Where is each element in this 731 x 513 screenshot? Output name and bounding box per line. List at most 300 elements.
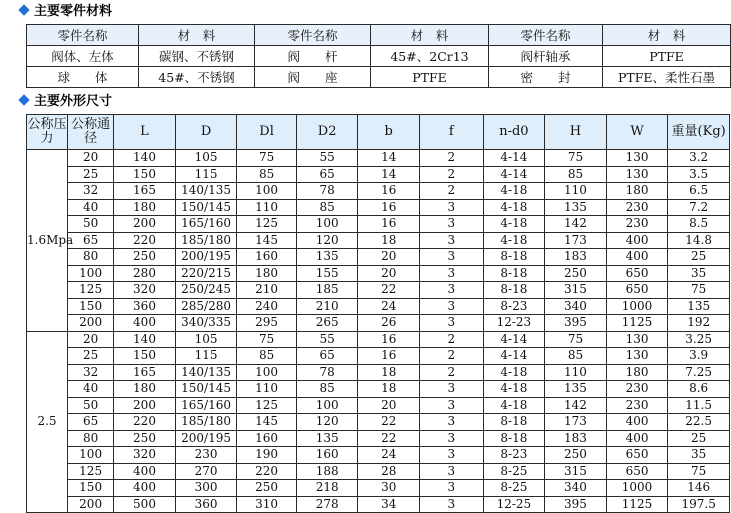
dimension-cell: 3: [419, 265, 483, 282]
dimension-cell: 80: [68, 249, 114, 266]
dimension-cell: 3: [419, 463, 483, 480]
dimension-cell: 55: [296, 331, 358, 348]
dimension-cell: 30: [358, 480, 420, 497]
dimension-cell: 173: [545, 414, 607, 431]
dimension-row: [27, 397, 730, 414]
dimension-cell: 250/245: [175, 282, 237, 299]
dimension-cell: 85: [237, 348, 297, 365]
dimension-cell: 75: [545, 331, 607, 348]
dimension-row: [27, 298, 730, 315]
dimension-cell: 65: [68, 414, 114, 431]
dimension-cell: 2: [419, 183, 483, 200]
dimension-cell: 14.8: [668, 232, 730, 249]
dimension-cell: 250: [114, 430, 176, 447]
dimension-cell: 65: [68, 232, 114, 249]
dimension-cell: 3: [419, 381, 483, 398]
dimension-cell: 110: [545, 183, 607, 200]
dimension-cell: 75: [668, 282, 730, 299]
dimension-cell: 26: [358, 315, 420, 332]
dimension-cell: 400: [606, 414, 668, 431]
dimension-cell: 4-14: [483, 348, 545, 365]
dimension-cell: 3: [419, 315, 483, 332]
dimension-cell: 3.5: [668, 166, 730, 183]
dimension-cell: 55: [296, 150, 358, 167]
dimension-cell: 250: [545, 265, 607, 282]
dimension-cell: 32: [68, 183, 114, 200]
dimension-cell: 3: [419, 397, 483, 414]
dimension-cell: 140: [114, 331, 176, 348]
dimension-cell: 20: [68, 150, 114, 167]
dimension-cell: 18: [358, 364, 420, 381]
material-header-cell: 材 料: [603, 25, 731, 46]
dimension-cell: 100: [237, 364, 297, 381]
dimension-cell: 65: [296, 348, 358, 365]
dimension-cell: 14: [358, 166, 420, 183]
dimension-cell: 20: [358, 249, 420, 266]
dimension-cell: 395: [545, 315, 607, 332]
dimension-cell: 78: [296, 364, 358, 381]
dimension-cell: 115: [175, 348, 237, 365]
dimension-cell: 180: [114, 381, 176, 398]
dimension-row: [27, 430, 730, 447]
dimension-cell: 400: [114, 463, 176, 480]
dimension-cell: 7.25: [668, 364, 730, 381]
dimension-cell: 250: [237, 480, 297, 497]
dimension-cell: 160: [296, 447, 358, 464]
dimension-cell: 25: [668, 249, 730, 266]
header-D1: Dl: [237, 115, 297, 150]
dimension-row: [27, 496, 730, 513]
header-W: W: [606, 115, 668, 150]
dimension-cell: 125: [68, 282, 114, 299]
dimension-cell: 130: [606, 166, 668, 183]
materials-section-title: 主要零件材料: [18, 3, 112, 21]
dimension-cell: 650: [606, 463, 668, 480]
dimension-cell: 180: [606, 364, 668, 381]
dimension-cell: 125: [237, 397, 297, 414]
dimension-cell: 400: [606, 232, 668, 249]
material-cell: 碳钢、不锈钢: [139, 46, 255, 67]
dimension-cell: 3: [419, 298, 483, 315]
header-nd0: n-d0: [483, 115, 545, 150]
dimension-cell: 250: [114, 249, 176, 266]
dimension-cell: 185/180: [175, 232, 237, 249]
dimension-cell: 340: [545, 298, 607, 315]
dimension-cell: 3.2: [668, 150, 730, 167]
dimension-cell: 100: [68, 265, 114, 282]
dimension-cell: 100: [296, 397, 358, 414]
dimension-cell: 32: [68, 364, 114, 381]
dimension-cell: 310: [237, 496, 297, 513]
dimension-row: [27, 216, 730, 233]
material-cell: 阀 杆: [255, 46, 371, 67]
dimension-cell: 165: [114, 183, 176, 200]
dimension-cell: 360: [114, 298, 176, 315]
material-cell: PTFE: [371, 67, 489, 88]
dimension-cell: 150: [68, 480, 114, 497]
dimension-cell: 320: [114, 447, 176, 464]
dimension-cell: 190: [237, 447, 297, 464]
dimension-cell: 200: [68, 496, 114, 513]
dimension-cell: 270: [175, 463, 237, 480]
dimension-cell: 340/335: [175, 315, 237, 332]
dimension-cell: 65: [296, 166, 358, 183]
dimension-cell: 4-18: [483, 381, 545, 398]
header-f: f: [419, 115, 483, 150]
header-D2: D2: [296, 115, 358, 150]
dimension-cell: 183: [545, 430, 607, 447]
dimension-cell: 22.5: [668, 414, 730, 431]
dimension-cell: 395: [545, 496, 607, 513]
dimension-cell: 1125: [606, 496, 668, 513]
dimension-cell: 110: [545, 364, 607, 381]
dimension-cell: 210: [237, 282, 297, 299]
dimension-cell: 230: [606, 397, 668, 414]
dimension-cell: 155: [296, 265, 358, 282]
dimension-row: [27, 447, 730, 464]
dimension-cell: 120: [296, 414, 358, 431]
dimension-cell: 165/160: [175, 216, 237, 233]
dimension-cell: 145: [237, 232, 297, 249]
dimensions-table: [26, 114, 730, 513]
dimension-cell: 8-18: [483, 282, 545, 299]
dimension-row: [27, 183, 730, 200]
dimension-cell: 120: [296, 232, 358, 249]
dimension-cell: 1000: [606, 480, 668, 497]
dimension-cell: 85: [545, 166, 607, 183]
header-H: H: [545, 115, 607, 150]
material-cell: 45#、不锈钢: [139, 67, 255, 88]
dimension-cell: 2: [419, 166, 483, 183]
dimension-cell: 180: [237, 265, 297, 282]
dimension-cell: 8-25: [483, 480, 545, 497]
dimension-cell: 360: [175, 496, 237, 513]
dimension-cell: 8-23: [483, 298, 545, 315]
dimension-cell: 285/280: [175, 298, 237, 315]
materials-row: [27, 46, 731, 67]
dimension-cell: 300: [175, 480, 237, 497]
dimension-cell: 180: [114, 199, 176, 216]
dimension-cell: 130: [606, 331, 668, 348]
dimension-cell: 4-18: [483, 216, 545, 233]
dimension-cell: 3: [419, 480, 483, 497]
dimension-cell: 192: [668, 315, 730, 332]
dimension-cell: 85: [296, 199, 358, 216]
dimension-cell: 8-25: [483, 463, 545, 480]
dimension-cell: 18: [358, 232, 420, 249]
dimension-cell: 230: [606, 199, 668, 216]
dimension-row: [27, 480, 730, 497]
header-pressure: 公称压力: [27, 115, 68, 150]
dimension-cell: 650: [606, 265, 668, 282]
dimension-cell: 135: [668, 298, 730, 315]
dimension-cell: 75: [668, 463, 730, 480]
dimension-cell: 3: [419, 249, 483, 266]
material-cell: PTFE、柔性石墨: [603, 67, 731, 88]
dimension-row: [27, 364, 730, 381]
dimension-cell: 4-14: [483, 150, 545, 167]
dimension-cell: 140/135: [175, 364, 237, 381]
dimension-cell: 145: [237, 414, 297, 431]
pressure-cell: 1.6Mpa: [27, 150, 68, 332]
dimension-cell: 2: [419, 348, 483, 365]
dimension-cell: 3: [419, 216, 483, 233]
dimension-cell: 200/195: [175, 249, 237, 266]
dimension-cell: 400: [606, 249, 668, 266]
materials-table: [26, 24, 731, 88]
material-cell: 阀体、左体: [27, 46, 139, 67]
dimension-cell: 165/160: [175, 397, 237, 414]
dimension-cell: 320: [114, 282, 176, 299]
dimension-row: [27, 331, 730, 348]
dimension-cell: 135: [545, 381, 607, 398]
material-cell: PTFE: [603, 46, 731, 67]
dimension-cell: 8.5: [668, 216, 730, 233]
pressure-cell: 2.5: [27, 331, 68, 513]
dimension-cell: 35: [668, 447, 730, 464]
header-L: L: [114, 115, 176, 150]
dimension-row: [27, 381, 730, 398]
dimension-cell: 7.2: [668, 199, 730, 216]
dimension-cell: 3: [419, 430, 483, 447]
dimension-cell: 125: [68, 463, 114, 480]
dimension-cell: 8-18: [483, 430, 545, 447]
dimension-cell: 400: [114, 480, 176, 497]
dimension-cell: 16: [358, 183, 420, 200]
dimension-cell: 150/145: [175, 381, 237, 398]
dimension-cell: 85: [545, 348, 607, 365]
dimension-cell: 24: [358, 298, 420, 315]
dimension-cell: 185/180: [175, 414, 237, 431]
dimension-cell: 34: [358, 496, 420, 513]
dimension-cell: 180: [606, 183, 668, 200]
dimension-cell: 3: [419, 496, 483, 513]
dimension-cell: 160: [237, 430, 297, 447]
dimension-row: [27, 315, 730, 332]
dimension-cell: 4-18: [483, 364, 545, 381]
dimension-cell: 16: [358, 348, 420, 365]
dimension-cell: 130: [606, 150, 668, 167]
material-header-cell: 材 料: [139, 25, 255, 46]
dimension-cell: 188: [296, 463, 358, 480]
dimension-cell: 78: [296, 183, 358, 200]
dimension-cell: 130: [606, 348, 668, 365]
dimension-cell: 315: [545, 463, 607, 480]
header-weight: 重量(Kg): [668, 115, 730, 150]
dimension-cell: 16: [358, 331, 420, 348]
dimension-cell: 3: [419, 199, 483, 216]
dimension-cell: 40: [68, 381, 114, 398]
dimension-cell: 220: [237, 463, 297, 480]
material-cell: 球 体: [27, 67, 139, 88]
dimension-cell: 146: [668, 480, 730, 497]
dimension-cell: 240: [237, 298, 297, 315]
dimension-cell: 125: [237, 216, 297, 233]
dimension-cell: 2: [419, 150, 483, 167]
dimension-cell: 1000: [606, 298, 668, 315]
dimension-cell: 8-18: [483, 249, 545, 266]
diamond-bullet-icon: [18, 94, 29, 105]
dimension-cell: 16: [358, 199, 420, 216]
dimension-cell: 3.9: [668, 348, 730, 365]
dimension-cell: 220: [114, 232, 176, 249]
dimension-cell: 1125: [606, 315, 668, 332]
dimension-cell: 22: [358, 414, 420, 431]
dimension-cell: 85: [296, 381, 358, 398]
dimension-cell: 218: [296, 480, 358, 497]
dimension-cell: 3.25: [668, 331, 730, 348]
dimension-cell: 220: [114, 414, 176, 431]
dimension-cell: 100: [237, 183, 297, 200]
dimension-cell: 8-18: [483, 265, 545, 282]
dimension-cell: 110: [237, 199, 297, 216]
material-cell: 阀 座: [255, 67, 371, 88]
dimension-cell: 150: [114, 348, 176, 365]
header-D: D: [175, 115, 237, 150]
dimension-cell: 340: [545, 480, 607, 497]
dimension-cell: 115: [175, 166, 237, 183]
dimension-row: [27, 150, 730, 167]
dimension-cell: 650: [606, 447, 668, 464]
dimension-cell: 278: [296, 496, 358, 513]
dimension-cell: 650: [606, 282, 668, 299]
dimension-cell: 280: [114, 265, 176, 282]
dimension-cell: 22: [358, 430, 420, 447]
dimension-cell: 200: [68, 315, 114, 332]
materials-header-row: [27, 25, 731, 46]
dimension-cell: 4-18: [483, 232, 545, 249]
dimension-cell: 25: [68, 348, 114, 365]
dimension-cell: 35: [668, 265, 730, 282]
dimension-cell: 3: [419, 447, 483, 464]
dimension-row: [27, 265, 730, 282]
dimension-cell: 50: [68, 397, 114, 414]
dimension-cell: 315: [545, 282, 607, 299]
dimension-cell: 140/135: [175, 183, 237, 200]
header-bore: 公称通径: [68, 115, 114, 150]
dimension-cell: 75: [545, 150, 607, 167]
dimension-cell: 12-25: [483, 496, 545, 513]
dimension-cell: 142: [545, 216, 607, 233]
dimension-cell: 173: [545, 232, 607, 249]
dimension-cell: 40: [68, 199, 114, 216]
dimension-cell: 142: [545, 397, 607, 414]
dimension-cell: 185: [296, 282, 358, 299]
dimension-cell: 4-14: [483, 331, 545, 348]
dimension-cell: 110: [237, 381, 297, 398]
dimension-cell: 6.5: [668, 183, 730, 200]
dimension-row: [27, 199, 730, 216]
material-cell: 密 封: [489, 67, 603, 88]
dimension-cell: 220/215: [175, 265, 237, 282]
dimension-cell: 150: [68, 298, 114, 315]
dimension-cell: 400: [606, 430, 668, 447]
dimension-cell: 4-18: [483, 199, 545, 216]
dimension-cell: 200: [114, 397, 176, 414]
material-cell: 阀杆轴承: [489, 46, 603, 67]
dimension-cell: 2: [419, 364, 483, 381]
dimension-cell: 22: [358, 282, 420, 299]
dimension-cell: 4-18: [483, 397, 545, 414]
dimension-cell: 250: [545, 447, 607, 464]
dimension-cell: 210: [296, 298, 358, 315]
dimension-cell: 18: [358, 381, 420, 398]
dimension-row: [27, 348, 730, 365]
material-header-cell: 材 料: [371, 25, 489, 46]
dimension-cell: 11.5: [668, 397, 730, 414]
dimension-cell: 230: [175, 447, 237, 464]
dimension-cell: 100: [68, 447, 114, 464]
dimension-cell: 197.5: [668, 496, 730, 513]
dimension-cell: 28: [358, 463, 420, 480]
dimension-cell: 135: [296, 249, 358, 266]
dimension-row: [27, 463, 730, 480]
dimension-cell: 183: [545, 249, 607, 266]
dimension-cell: 80: [68, 430, 114, 447]
materials-row: [27, 67, 731, 88]
dimension-cell: 8-18: [483, 414, 545, 431]
dimension-cell: 105: [175, 150, 237, 167]
dimension-cell: 4-18: [483, 183, 545, 200]
dimension-row: [27, 282, 730, 299]
dimension-cell: 150/145: [175, 199, 237, 216]
dimension-cell: 85: [237, 166, 297, 183]
dimension-cell: 20: [358, 397, 420, 414]
dimension-cell: 3: [419, 414, 483, 431]
dimension-cell: 8.6: [668, 381, 730, 398]
diamond-bullet-icon: [18, 4, 29, 15]
dimension-cell: 140: [114, 150, 176, 167]
material-cell: 45#、2Cr13: [371, 46, 489, 67]
dimension-cell: 500: [114, 496, 176, 513]
dimension-cell: 135: [296, 430, 358, 447]
material-header-cell: 零件名称: [255, 25, 371, 46]
dimension-cell: 25: [68, 166, 114, 183]
dimension-cell: 12-23: [483, 315, 545, 332]
dimension-cell: 230: [606, 216, 668, 233]
dimension-cell: 20: [358, 265, 420, 282]
dimension-cell: 265: [296, 315, 358, 332]
dimension-cell: 3: [419, 232, 483, 249]
dimension-cell: 16: [358, 216, 420, 233]
dimension-cell: 400: [114, 315, 176, 332]
dimension-cell: 105: [175, 331, 237, 348]
dimension-cell: 75: [237, 150, 297, 167]
dimension-cell: 8-23: [483, 447, 545, 464]
dimension-cell: 160: [237, 249, 297, 266]
dimension-row: [27, 166, 730, 183]
dimension-row: [27, 249, 730, 266]
dimension-cell: 100: [296, 216, 358, 233]
dimension-cell: 295: [237, 315, 297, 332]
dimension-cell: 20: [68, 331, 114, 348]
dimension-cell: 50: [68, 216, 114, 233]
dimension-cell: 230: [606, 381, 668, 398]
dimensions-section-title: 主要外形尺寸: [18, 93, 112, 111]
dimension-cell: 24: [358, 447, 420, 464]
dimension-cell: 4-14: [483, 166, 545, 183]
dimension-cell: 200: [114, 216, 176, 233]
dimension-cell: 165: [114, 364, 176, 381]
dimension-cell: 2: [419, 331, 483, 348]
dimension-cell: 200/195: [175, 430, 237, 447]
dimension-cell: 3: [419, 282, 483, 299]
material-header-cell: 零件名称: [27, 25, 139, 46]
dimension-cell: 150: [114, 166, 176, 183]
header-b: b: [358, 115, 420, 150]
dimensions-header-row: [27, 115, 730, 150]
dimension-cell: 135: [545, 199, 607, 216]
